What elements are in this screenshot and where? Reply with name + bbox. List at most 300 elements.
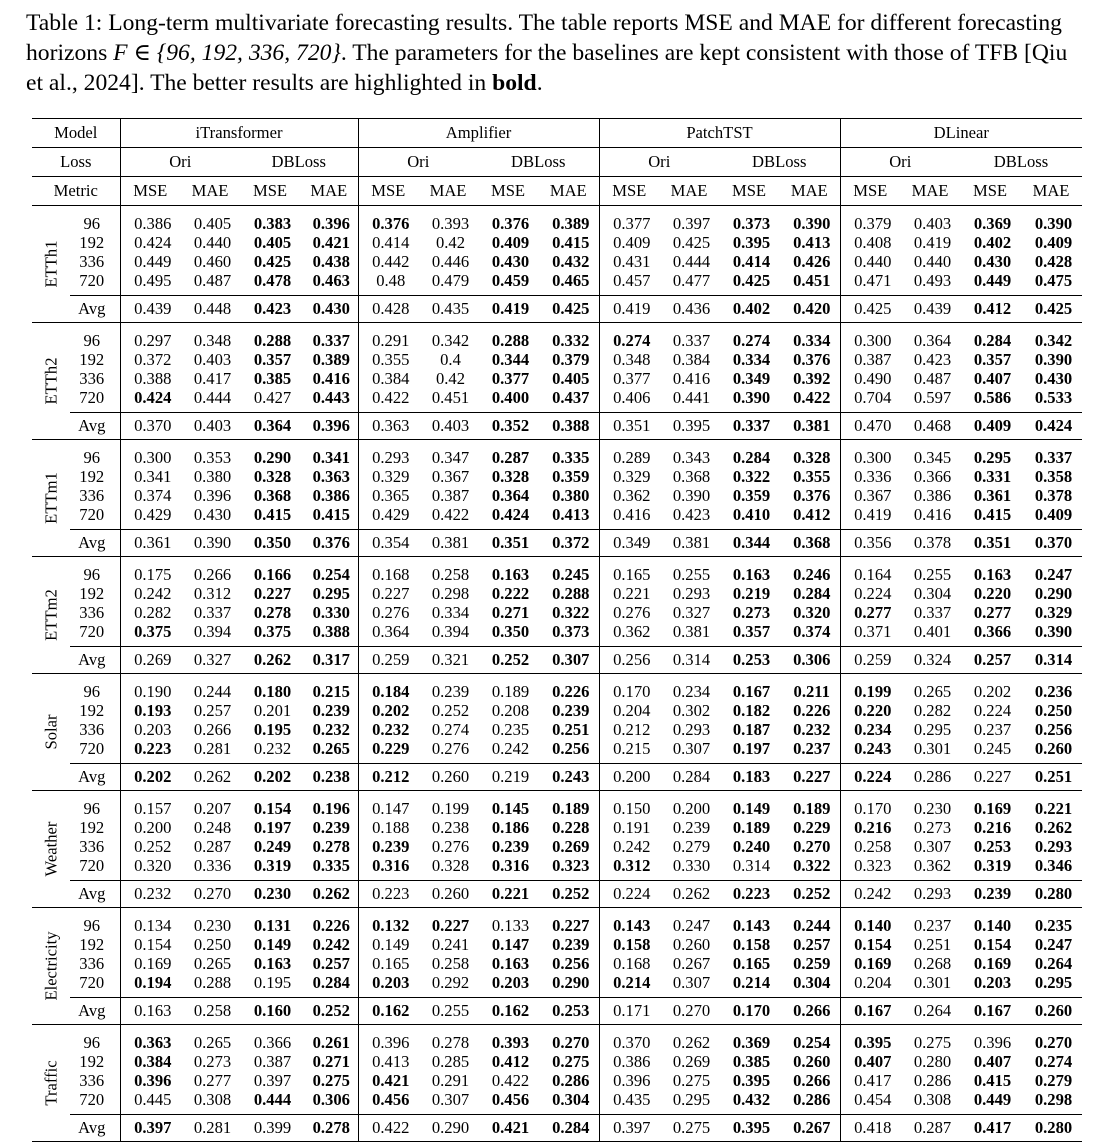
value-cell: 0.307 [913, 837, 952, 856]
horizon-cell: 192 [70, 1052, 120, 1071]
value-cell: 0.362 [613, 486, 651, 505]
avg-value-cell: 0.219 [478, 764, 538, 791]
value-cell: 0.390 [1034, 622, 1073, 641]
value-cell: 0.440 [193, 233, 232, 252]
value-cell: 0.329 [1034, 603, 1073, 622]
value-cell: 0.295 [973, 448, 1012, 467]
value-cell: 0.189 [538, 791, 599, 819]
value-cell: 0.203 [372, 973, 410, 992]
avg-value-cell: 0.260 [418, 881, 478, 908]
value-cell: 0.405 [253, 233, 292, 252]
value-cell: 0.444 [253, 1090, 292, 1109]
value-cell: 0.396 [613, 1071, 651, 1090]
table-row [32, 233, 1082, 252]
value-cell: 0.239 [538, 935, 599, 954]
value-cell: 0.388 [300, 622, 358, 647]
value-cell: 0.132 [372, 916, 410, 935]
value-cell: 0.295 [913, 720, 952, 739]
value-cell: 0.403 [193, 350, 232, 369]
value-cell: 0.378 [1034, 486, 1073, 505]
value-cell: 0.253 [973, 837, 1012, 856]
value-cell: 0.147 [491, 935, 530, 954]
value-cell: 0.195 [253, 973, 292, 992]
value-cell: 0.265 [193, 954, 232, 973]
value-cell: 0.343 [672, 448, 711, 467]
value-cell: 0.443 [300, 388, 358, 413]
avg-value-cell: 0.160 [240, 998, 300, 1025]
value-cell: 0.407 [973, 369, 1012, 388]
value-cell: 0.416 [913, 505, 952, 524]
value-cell: 0.258 [431, 954, 470, 973]
value-cell: 0.300 [854, 448, 892, 467]
avg-value-cell: 0.324 [900, 647, 960, 674]
value-cell: 0.307 [431, 1090, 470, 1109]
avg-value-cell: 0.224 [599, 881, 659, 908]
avg-value-cell: 0.402 [719, 296, 779, 323]
value-cell: 0.487 [193, 271, 232, 290]
dataset-name: Weather [41, 821, 61, 877]
value-cell: 0.269 [672, 1052, 711, 1071]
value-cell: 0.293 [1034, 837, 1073, 856]
value-cell: 0.230 [193, 916, 232, 935]
avg-value-cell: 0.354 [358, 530, 418, 557]
value-cell: 0.287 [491, 448, 530, 467]
horizon-cell: 720 [70, 388, 120, 413]
value-cell: 0.372 [134, 350, 172, 369]
value-cell: 0.597 [913, 388, 952, 407]
table-row [32, 674, 1082, 702]
value-cell: 0.242 [613, 837, 651, 856]
table-row [32, 791, 1082, 819]
value-cell: 0.417 [193, 369, 232, 388]
horizon-cell: 336 [70, 1071, 120, 1090]
avg-value-cell: 0.238 [300, 764, 358, 791]
value-cell: 0.239 [300, 818, 358, 837]
avg-value-cell: 0.259 [840, 647, 900, 674]
horizon-cell: 96 [70, 557, 120, 585]
avg-label: Avg [70, 764, 120, 791]
value-cell: 0.389 [300, 350, 358, 369]
metric-label: Metric [32, 177, 120, 206]
value-cell: 0.154 [973, 935, 1012, 954]
value-cell: 0.254 [300, 557, 358, 585]
loss-header-row [32, 148, 1082, 177]
value-cell: 0.202 [973, 682, 1012, 701]
value-cell: 0.390 [779, 206, 840, 234]
horizon-cell: 96 [70, 206, 120, 234]
value-cell: 0.449 [973, 271, 1012, 290]
value-cell: 0.396 [134, 1071, 172, 1090]
value-cell: 0.328 [431, 856, 470, 875]
value-cell: 0.220 [973, 584, 1012, 603]
value-cell: 0.131 [253, 916, 292, 935]
dataset-name: ETTm2 [41, 589, 61, 641]
value-cell: 0.290 [253, 448, 292, 467]
value-cell: 0.429 [372, 505, 410, 524]
value-cell: 0.379 [854, 214, 892, 233]
value-cell: 0.327 [672, 603, 711, 622]
table-row [32, 1090, 1082, 1115]
value-cell: 0.230 [913, 799, 952, 818]
value-cell: 0.242 [491, 739, 530, 758]
horizon-cell: 96 [70, 791, 120, 819]
horizon-cell: 720 [70, 271, 120, 296]
value-cell: 0.456 [372, 1090, 410, 1109]
value-cell: 0.341 [134, 467, 172, 486]
value-cell: 0.140 [854, 916, 892, 935]
value-cell: 0.265 [300, 739, 358, 764]
avg-value-cell: 0.256 [599, 647, 659, 674]
metric-mae: MAE [900, 177, 960, 206]
value-cell: 0.289 [613, 448, 651, 467]
value-cell: 0.214 [613, 973, 651, 992]
metric-mae: MAE [779, 177, 840, 206]
table-caption [26, 8, 1086, 98]
value-cell: 0.374 [779, 622, 840, 647]
avg-value-cell: 0.253 [538, 998, 599, 1025]
value-cell: 0.258 [854, 837, 892, 856]
value-cell: 0.371 [854, 622, 892, 641]
value-cell: 0.246 [779, 557, 840, 585]
loss-dbloss: DBLoss [240, 148, 358, 177]
value-cell: 0.457 [613, 271, 651, 290]
value-cell: 0.194 [134, 973, 172, 992]
value-cell: 0.322 [779, 856, 840, 881]
value-cell: 0.239 [538, 701, 599, 720]
value-cell: 0.357 [732, 622, 771, 641]
avg-value-cell: 0.280 [1020, 881, 1082, 908]
value-cell: 0.42 [435, 233, 466, 252]
value-cell: 0.279 [1034, 1071, 1073, 1090]
horizon-cell: 192 [70, 701, 120, 720]
avg-value-cell: 0.412 [960, 296, 1020, 323]
avg-value-cell: 0.290 [418, 1115, 478, 1142]
value-cell: 0.203 [134, 720, 172, 739]
value-cell: 0.250 [193, 935, 232, 954]
value-cell: 0.295 [300, 584, 358, 603]
value-cell: 0.431 [613, 252, 651, 271]
table-row [32, 252, 1082, 271]
avg-value-cell: 0.183 [719, 764, 779, 791]
value-cell: 0.329 [613, 467, 651, 486]
value-cell: 0.381 [672, 622, 711, 641]
avg-row [32, 1115, 1082, 1142]
value-cell: 0.357 [973, 350, 1012, 369]
value-cell: 0.250 [1034, 701, 1073, 720]
dataset-name: Solar [41, 714, 61, 750]
value-cell: 0.388 [134, 369, 172, 388]
value-cell: 0.341 [300, 440, 358, 468]
value-cell: 0.232 [779, 720, 840, 739]
value-cell: 0.323 [854, 856, 892, 875]
avg-value-cell: 0.227 [779, 764, 840, 791]
value-cell: 0.355 [779, 467, 840, 486]
avg-value-cell: 0.424 [1020, 413, 1082, 440]
avg-value-cell: 0.162 [358, 998, 418, 1025]
value-cell: 0.242 [134, 584, 172, 603]
value-cell: 0.232 [253, 739, 292, 758]
table-row [32, 973, 1082, 998]
value-cell: 0.364 [491, 486, 530, 505]
value-cell: 0.393 [491, 1033, 530, 1052]
avg-value-cell: 0.257 [960, 647, 1020, 674]
value-cell: 0.336 [193, 856, 232, 875]
value-cell: 0.244 [779, 908, 840, 936]
value-cell: 0.319 [973, 856, 1012, 875]
avg-value-cell: 0.275 [659, 1115, 719, 1142]
value-cell: 0.234 [672, 682, 711, 701]
dataset-name: Traffic [41, 1060, 61, 1106]
avg-value-cell: 0.428 [358, 296, 418, 323]
value-cell: 0.415 [538, 233, 599, 252]
avg-value-cell: 0.399 [240, 1115, 300, 1142]
metric-mse: MSE [960, 177, 1020, 206]
value-cell: 0.293 [672, 720, 711, 739]
value-cell: 0.366 [973, 622, 1012, 641]
loss-ori: Ori [840, 148, 960, 177]
value-cell: 0.322 [538, 603, 599, 622]
value-cell: 0.335 [300, 856, 358, 881]
avg-value-cell: 0.287 [900, 1115, 960, 1142]
value-cell: 0.704 [854, 388, 892, 407]
avg-value-cell: 0.281 [180, 1115, 240, 1142]
value-cell: 0.262 [1034, 818, 1073, 837]
value-cell: 0.449 [134, 252, 172, 271]
value-cell: 0.270 [538, 1025, 599, 1053]
value-cell: 0.187 [732, 720, 771, 739]
value-cell: 0.268 [913, 954, 952, 973]
value-cell: 0.385 [253, 369, 292, 388]
value-cell: 0.409 [1034, 505, 1073, 524]
value-cell: 0.394 [193, 622, 232, 641]
value-cell: 0.203 [491, 973, 530, 992]
avg-value-cell: 0.376 [300, 530, 358, 557]
value-cell: 0.359 [732, 486, 771, 505]
value-cell: 0.478 [253, 271, 292, 290]
value-cell: 0.444 [193, 388, 232, 407]
value-cell: 0.202 [372, 701, 410, 720]
value-cell: 0.396 [372, 1033, 410, 1052]
avg-value-cell: 0.252 [478, 647, 538, 674]
value-cell: 0.300 [854, 331, 892, 350]
value-cell: 0.241 [431, 935, 470, 954]
value-cell: 0.390 [672, 486, 711, 505]
value-cell: 0.197 [732, 739, 771, 758]
value-cell: 0.163 [491, 565, 530, 584]
avg-value-cell: 0.350 [240, 530, 300, 557]
value-cell: 0.140 [973, 916, 1012, 935]
value-cell: 0.395 [732, 233, 771, 252]
value-cell: 0.373 [732, 214, 771, 233]
value-cell: 0.417 [854, 1071, 892, 1090]
value-cell: 0.280 [913, 1052, 952, 1071]
dataset-name: ETTm1 [41, 472, 61, 524]
value-cell: 0.248 [193, 818, 232, 837]
value-cell: 0.189 [779, 791, 840, 819]
avg-value-cell: 0.468 [900, 413, 960, 440]
avg-label: Avg [70, 647, 120, 674]
value-cell: 0.319 [253, 856, 292, 875]
value-cell: 0.274 [732, 331, 771, 350]
value-cell: 0.247 [1034, 565, 1073, 584]
value-cell: 0.386 [134, 214, 172, 233]
value-cell: 0.191 [613, 818, 651, 837]
table-row [32, 350, 1082, 369]
avg-value-cell: 0.419 [599, 296, 659, 323]
value-cell: 0.337 [913, 603, 952, 622]
value-cell: 0.407 [973, 1052, 1012, 1071]
value-cell: 0.377 [491, 369, 530, 388]
avg-value-cell: 0.419 [478, 296, 538, 323]
value-cell: 0.158 [613, 935, 651, 954]
value-cell: 0.386 [300, 486, 358, 505]
value-cell: 0.267 [672, 954, 711, 973]
value-cell: 0.271 [300, 1052, 358, 1071]
horizon-cell: 720 [70, 856, 120, 881]
value-cell: 0.288 [253, 331, 292, 350]
value-cell: 0.157 [134, 799, 172, 818]
value-cell: 0.278 [300, 837, 358, 856]
model-label: Model [32, 119, 120, 148]
avg-value-cell: 0.352 [478, 413, 538, 440]
value-cell: 0.291 [372, 331, 410, 350]
table-row [32, 206, 1082, 234]
value-cell: 0.274 [431, 720, 470, 739]
value-cell: 0.197 [253, 818, 292, 837]
value-cell: 0.408 [854, 233, 892, 252]
value-cell: 0.424 [134, 233, 172, 252]
value-cell: 0.368 [672, 467, 711, 486]
avg-value-cell: 0.252 [300, 998, 358, 1025]
avg-value-cell: 0.270 [180, 881, 240, 908]
value-cell: 0.435 [613, 1090, 651, 1109]
value-cell: 0.416 [672, 369, 711, 388]
avg-label: Avg [70, 530, 120, 557]
value-cell: 0.290 [1034, 584, 1073, 603]
value-cell: 0.487 [913, 369, 952, 388]
avg-value-cell: 0.395 [719, 1115, 779, 1142]
avg-label: Avg [70, 296, 120, 323]
dataset-label [32, 674, 70, 791]
value-cell: 0.454 [854, 1090, 892, 1109]
value-cell: 0.414 [372, 233, 410, 252]
avg-value-cell: 0.200 [599, 764, 659, 791]
value-cell: 0.239 [431, 682, 470, 701]
value-cell: 0.284 [779, 584, 840, 603]
value-cell: 0.180 [253, 682, 292, 701]
value-cell: 0.304 [538, 1090, 599, 1115]
value-cell: 0.337 [300, 323, 358, 351]
value-cell: 0.227 [253, 584, 292, 603]
avg-value-cell: 0.162 [478, 998, 538, 1025]
avg-value-cell: 0.167 [960, 998, 1020, 1025]
avg-value-cell: 0.280 [1020, 1115, 1082, 1142]
value-cell: 0.426 [779, 252, 840, 271]
avg-value-cell: 0.314 [659, 647, 719, 674]
value-cell: 0.226 [300, 908, 358, 936]
value-cell: 0.208 [491, 701, 530, 720]
value-cell: 0.323 [538, 856, 599, 881]
value-cell: 0.278 [431, 1033, 470, 1052]
value-cell: 0.256 [538, 739, 599, 764]
avg-value-cell: 0.364 [240, 413, 300, 440]
value-cell: 0.291 [431, 1071, 470, 1090]
value-cell: 0.175 [134, 565, 172, 584]
avg-value-cell: 0.372 [538, 530, 599, 557]
value-cell: 0.237 [913, 916, 952, 935]
value-cell: 0.451 [779, 271, 840, 296]
value-cell: 0.212 [613, 720, 651, 739]
value-cell: 0.322 [732, 467, 771, 486]
value-cell: 0.226 [779, 701, 840, 720]
value-cell: 0.349 [732, 369, 771, 388]
value-cell: 0.284 [973, 331, 1012, 350]
value-cell: 0.165 [372, 954, 410, 973]
avg-value-cell: 0.356 [840, 530, 900, 557]
value-cell: 0.279 [672, 837, 711, 856]
horizon-cell: 96 [70, 440, 120, 468]
value-cell: 0.236 [1034, 682, 1073, 701]
avg-value-cell: 0.430 [300, 296, 358, 323]
value-cell: 0.276 [431, 739, 470, 758]
value-cell: 0.386 [913, 486, 952, 505]
avg-value-cell: 0.378 [900, 530, 960, 557]
avg-value-cell: 0.361 [120, 530, 180, 557]
avg-value-cell: 0.388 [538, 413, 599, 440]
avg-value-cell: 0.420 [779, 296, 840, 323]
value-cell: 0.193 [134, 701, 172, 720]
value-cell: 0.189 [491, 682, 530, 701]
value-cell: 0.440 [854, 252, 892, 271]
avg-row [32, 296, 1082, 323]
value-cell: 0.290 [538, 973, 599, 998]
value-cell: 0.405 [193, 214, 232, 233]
avg-value-cell: 0.269 [120, 647, 180, 674]
dataset-label [32, 908, 70, 1025]
value-cell: 0.336 [854, 467, 892, 486]
avg-value-cell: 0.262 [659, 881, 719, 908]
value-cell: 0.215 [613, 739, 651, 758]
value-cell: 0.413 [779, 233, 840, 252]
value-cell: 0.334 [732, 350, 771, 369]
value-cell: 0.270 [779, 837, 840, 856]
value-cell: 0.265 [913, 682, 952, 701]
value-cell: 0.380 [538, 486, 599, 505]
value-cell: 0.273 [732, 603, 771, 622]
horizon-cell: 336 [70, 252, 120, 271]
value-cell: 0.401 [913, 622, 952, 641]
loss-ori: Ori [120, 148, 240, 177]
avg-value-cell: 0.260 [418, 764, 478, 791]
value-cell: 0.274 [613, 331, 651, 350]
table-row [32, 505, 1082, 530]
value-cell: 0.471 [854, 271, 892, 290]
avg-value-cell: 0.223 [719, 881, 779, 908]
value-cell: 0.425 [672, 233, 711, 252]
value-cell: 0.430 [491, 252, 530, 271]
horizon-cell: 192 [70, 935, 120, 954]
table-row [32, 271, 1082, 296]
value-cell: 0.149 [732, 799, 771, 818]
value-cell: 0.204 [854, 973, 892, 992]
value-cell: 0.395 [732, 1071, 771, 1090]
value-cell: 0.423 [672, 505, 711, 524]
loss-dbloss: DBLoss [960, 148, 1082, 177]
avg-value-cell: 0.262 [300, 881, 358, 908]
avg-value-cell: 0.223 [358, 881, 418, 908]
dataset-label [32, 791, 70, 908]
value-cell: 0.329 [372, 467, 410, 486]
